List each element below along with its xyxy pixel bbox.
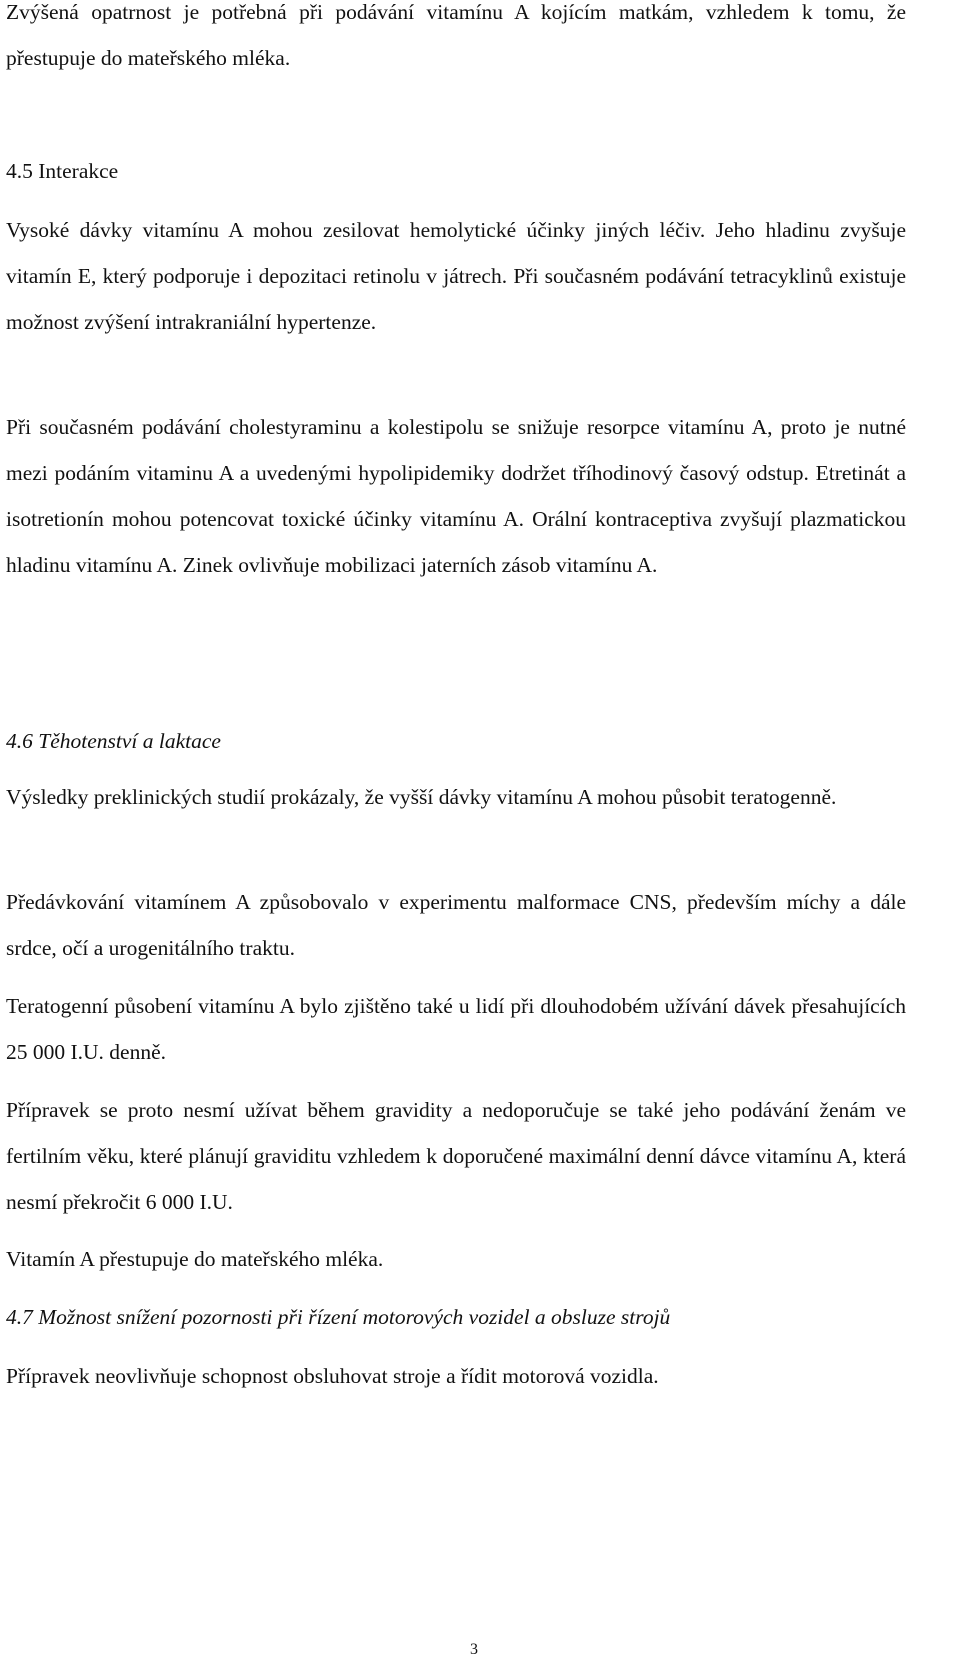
pregnancy-paragraph-1: Výsledky preklinických studií prokázaly, že vyšší dávky vitamínu A mohou působit teratogenně. <box>6 785 837 809</box>
intro-paragraph: Zvýšená opatrnost je potřebná při podávání vitamínu A kojícím matkám, vzhledem k tomu, že přestupuje do mateřského mléka. <box>6 0 906 70</box>
pregnancy-paragraph-3: Teratogenní působení vitamínu A bylo zjištěno také u lidí při dlouhodobém užívání dávek přesahujících 25 000 I.U. denně. <box>6 994 906 1064</box>
pregnancy-paragraph-2: Předávkování vitamínem A způsobovalo v experimentu malformace CNS, především míchy a dále srdce, očí a urogenitálního traktu. <box>6 890 906 960</box>
driving-paragraph-1: Přípravek neovlivňuje schopnost obsluhovat stroje a řídit motorová vozidla. <box>6 1364 659 1388</box>
pregnancy-paragraph-4: Přípravek se proto nesmí užívat během gravidity a nedoporučuje se také jeho podávání ženám ve fertilním věku, které plánují graviditu vzhledem k doporučené maximální denní dávce vitamínu A, která nesmí překročit 6 000 I.U. <box>6 1098 906 1214</box>
interactions-paragraph-2: Při současném podávání cholestyraminu a kolestipolu se snižuje resorpce vitamínu A, proto je nutné mezi podáním vitaminu A a uvedenými hypolipidemiky dodržet tříhodinový časový odstup. Etretinát a isotretionín mohou potencovat toxické účinky vitamínu A. Orální kontraceptiva zvyšují plazmatickou hladinu vitamínu A. Zinek ovlivňuje mobilizaci jaterních zásob vitamínu A. <box>6 415 906 577</box>
section-heading-driving: 4.7 Možnost snížení pozornosti při řízení motorových vozidel a obsluze strojů <box>6 1305 671 1329</box>
pregnancy-paragraph-5: Vitamín A přestupuje do mateřského mléka. <box>6 1247 384 1271</box>
interactions-paragraph-1: Vysoké dávky vitamínu A mohou zesilovat hemolytické účinky jiných léčiv. Jeho hladinu zvyšuje vitamín E, který podporuje i depozitaci retinolu v játrech. Při současném podávání tetracyklinů existuje možnost zvýšení intrakraniální hypertenze. <box>6 218 906 334</box>
page-number: 3 <box>470 1641 478 1658</box>
section-heading-pregnancy: 4.6 Těhotenství a laktace <box>6 729 221 753</box>
section-heading-interactions: 4.5 Interakce <box>6 159 119 183</box>
